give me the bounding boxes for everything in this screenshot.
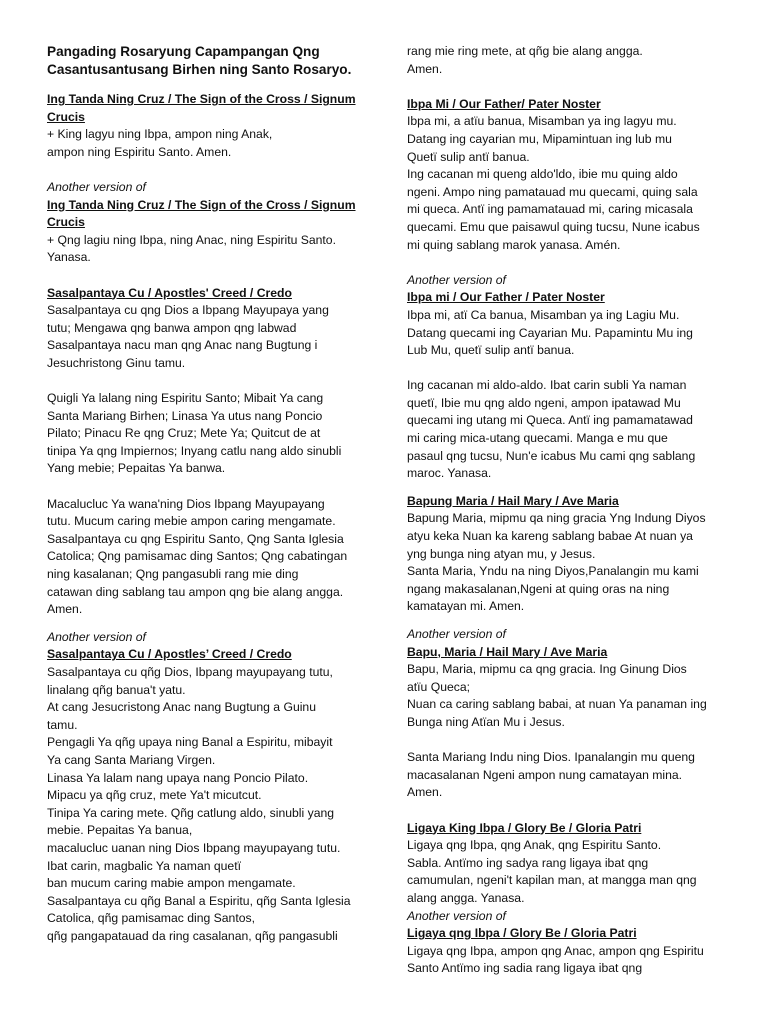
text-line: Yang mebie; Pepaitas Ya banwa. — [47, 461, 226, 476]
text-line: camumulan, ngeni't kapilan man, at mangga man qng — [407, 873, 697, 888]
right-column-body — [407, 43, 737, 978]
paragraph-gap — [407, 78, 737, 96]
paragraph-gap — [47, 161, 365, 179]
text-line: Sasalpantaya nacu man qng Anac nang Bugtung i — [47, 338, 318, 353]
paragraph-gap — [407, 802, 737, 820]
paragraph-gap — [47, 267, 365, 285]
text-line: Ligaya qng Ibpa, ampon qng Anac, ampon qng Espiritu — [407, 943, 704, 958]
text-line: Datang quecami ing Cayarian Mu. Papamintu Mu ing — [407, 325, 693, 340]
title-line: Casantusantusang Birhen ning Santo Rosaryo. — [47, 62, 352, 77]
text-line: Ibat carin, magbalic Ya naman quetï — [47, 858, 241, 873]
paragraph-gap — [407, 483, 737, 493]
text-line: mi quing sablang marok yanasa. Amén. — [407, 237, 621, 252]
text-line: Ing cacanan mi aldo-aldo. Ibat carin subli Ya naman — [407, 378, 687, 393]
text-line: Ligaya qng Ibpa, qng Anak, qng Espiritu Santo. — [407, 838, 662, 853]
section-heading: Ibpa Mi / Our Father/ Pater Noster — [407, 96, 601, 111]
text-line: Ya cang Santa Mariang Virgen. — [47, 752, 216, 767]
text-line: Yanasa. — [47, 250, 91, 265]
version-note: Another version of — [47, 179, 146, 194]
text-line: Sasalpantaya cu qñg Banal a Espiritu, qñg Santa Iglesia — [47, 893, 351, 908]
paragraph-gap — [47, 478, 365, 496]
text-line: quecami. Emu que paisawul quing tucsu, Nune icabus — [407, 219, 700, 234]
text-line: tutu. Mucum caring mebie ampon caring mengamate. — [47, 514, 336, 529]
text-line: Santa Mariang Indu ning Dios. Ipanalangin mu queng — [407, 750, 695, 765]
text-line: Quetï sulip antï banua. — [407, 149, 530, 164]
text-line: macasalanan Ngeni ampon nung camatayan mina. — [407, 767, 683, 782]
text-line: maroc. Yanasa. — [407, 466, 492, 481]
text-line: Ing cacanan mi queng aldo'ldo, ibie mu quing aldo — [407, 167, 678, 182]
text-line: ngang makasalanan,Ngeni at quing oras na ning — [407, 581, 670, 596]
text-line: yng bunga ning atyan mu, y Jesus. — [407, 546, 596, 561]
text-line: + Qng lagiu ning Ibpa, ning Anac, ning Espiritu Santo. — [47, 232, 336, 247]
text-line: linalang qñg banua't yatu. — [47, 682, 186, 697]
text-line: Santa Maria, Yndu na ning Diyos,Panalangin mu kami — [407, 564, 699, 579]
section-heading: Sasalpantaya Cu / Apostles' Creed / Credo — [47, 285, 292, 300]
text-line: Santo Antïmo ing sadia rang ligaya ibat qng — [407, 961, 643, 976]
text-line: Quigli Ya lalang ning Espiritu Santo; Mibait Ya cang — [47, 391, 324, 406]
text-line: Bapu, Maria, mipmu ca qng gracia. Ing Ginung Dios — [407, 662, 687, 677]
text-line: Nuan ca caring sablang babai, at nuan Ya panaman ing — [407, 697, 707, 712]
text-line: quecami ing utang mi Queca. Antï ing pamamatawad — [407, 413, 693, 428]
text-line: atyu keka Nuan ka kareng sablang babae At nuan ya — [407, 529, 693, 544]
section-heading: Bapu, Maria / Hail Mary / Ave Maria — [407, 644, 608, 659]
text-line: Pengagli Ya qñg upaya ning Banal a Espiritu, mibayit — [47, 735, 333, 750]
text-line: ban mucum caring mabie ampon mengamate. — [47, 876, 296, 891]
text-line: rang mie ring mete, at qñg bie alang angga. — [407, 44, 643, 58]
text-line: Bapung Maria, mipmu qa ning gracia Yng Indung Diyos — [407, 511, 706, 526]
text-line: ngeni. Ampo ning pamatauad mu quecami, quing sala — [407, 184, 698, 199]
left-column — [47, 43, 365, 946]
text-line: Santa Mariang Birhen; Linasa Ya utus nang Poncio — [47, 408, 323, 423]
text-line: atïu Queca; — [407, 679, 471, 694]
text-line: alang angga. Yanasa. — [407, 890, 525, 905]
text-line: Ibpa mi, atï Ca banua, Misamban ya ing Lagiu Mu. — [407, 307, 680, 322]
text-line: + King lagyu ning Ibpa, ampon ning Anak, — [47, 127, 273, 142]
section-heading: Ligaya King Ibpa / Glory Be / Gloria Patri — [407, 820, 642, 835]
text-line: Amen. — [47, 602, 83, 617]
section-heading: Ibpa mi / Our Father / Pater Noster — [407, 290, 605, 305]
version-note: Another version of — [407, 272, 506, 287]
section-heading: Ing Tanda Ning Cruz / The Sign of the Cross / Signum — [47, 197, 356, 212]
title-line: Pangading Rosaryung Capampangan Qng — [47, 44, 320, 59]
text-line: ning kasalanan; Qng pangasubli rang mie ding — [47, 567, 299, 582]
text-line: kamatayan mi. Amen. — [407, 599, 525, 614]
text-line: tutu; Mengawa qng banwa ampon qng labwad — [47, 320, 297, 335]
section-heading: Crucis — [47, 215, 85, 230]
text-line: Amen. — [407, 61, 443, 76]
paragraph-gap — [407, 254, 737, 272]
version-note: Another version of — [47, 629, 146, 644]
text-line: Datang ing cayarian mu, Mipamintuan ing lub mu — [407, 131, 672, 146]
text-line: Tinipa Ya caring mete. Qñg catlung aldo, sinubli yang — [47, 805, 335, 820]
section-heading: Crucis — [47, 109, 85, 124]
version-note: Another version of — [407, 908, 506, 923]
version-note: Another version of — [407, 627, 506, 641]
text-line: macalucluc uanan ning Dios Ibpang mayupayang tutu. — [47, 840, 341, 855]
text-line: mebie. Pepaitas Ya banua, — [47, 823, 193, 838]
text-line: mi caring mica-utang quecami. Manga e mu que — [407, 431, 668, 446]
text-line: Sabla. Antïmo ing sadya rang ligaya ibat qng — [407, 855, 649, 870]
text-line: Lub Mu, quetï sulip antï banua. — [407, 343, 575, 358]
text-line: Sasalpantaya cu qng Espiritu Santo, Qng Santa Iglesia — [47, 531, 344, 546]
text-line: Mipacu ya qñg cruz, mete Ya't micutcut. — [47, 788, 262, 803]
section-heading: Bapung Maria / Hail Mary / Ave Maria — [407, 493, 619, 508]
paragraph-gap — [407, 360, 737, 378]
paragraph-gap — [47, 373, 365, 391]
paragraph-gap — [407, 732, 737, 750]
text-line: tinipa Ya qng Impiernos; Inyang catlu nang aldo sinubli — [47, 443, 342, 458]
text-line: catawan ding sablang tau ampon qng bie alang angga. — [47, 584, 344, 599]
text-line: quetï, Ibie mu qng aldo ngeni, ampon ipatawad Mu — [407, 395, 681, 410]
text-line: Sasalpantaya cu qng Dios a Ibpang Mayupaya yang — [47, 303, 329, 318]
text-line: Sasalpantaya cu qñg Dios, Ibpang mayupayang tutu, — [47, 665, 333, 679]
text-line: Macalucluc Ya wana'ning Dios Ibpang Mayupayang — [47, 496, 325, 511]
text-line: Ibpa mi, a atïu banua, Misamban ya ing lagyu mu. — [407, 114, 677, 129]
text-line: qñg pangapatauad da ring casalanan, qñg pangasubli — [47, 928, 338, 943]
text-line: pasaul qng tucsu, Nun'e icabus Mu cami qng sablang — [407, 448, 696, 463]
text-line: Catolica; Qng pamisamac ding Santos; Qng cabatingan — [47, 549, 348, 564]
paragraph-gap — [407, 616, 737, 626]
text-line: At cang Jesucristong Anac nang Bugtung a Guinu — [47, 700, 316, 715]
text-line: Pilato; Pinacu Re qng Cruz; Mete Ya; Quitcut de at — [47, 426, 321, 441]
text-line: Amen. — [407, 785, 443, 800]
section-heading: Ing Tanda Ning Cruz / The Sign of the Cross / Signum — [47, 92, 356, 106]
text-line: mi queca. Antï ing pamamatauad mi, caring micasala — [407, 202, 693, 217]
section-heading: Sasalpantaya Cu / Apostles’ Creed / Credo — [47, 647, 292, 662]
left-column-body — [47, 91, 365, 946]
document-title — [47, 43, 365, 79]
text-line: tamu. — [47, 717, 78, 732]
text-line: ampon ning Espiritu Santo. Amen. — [47, 144, 232, 159]
right-column — [407, 43, 737, 978]
paragraph-gap — [47, 619, 365, 629]
text-line: Linasa Ya lalam nang upaya nang Poncio Pilato. — [47, 770, 309, 785]
section-heading: Ligaya qng Ibpa / Glory Be / Gloria Patri — [407, 926, 637, 941]
text-line: Bunga ning Atïan Mu i Jesus. — [407, 714, 565, 729]
text-line: Catolica, qñg pamisamac ding Santos, — [47, 911, 255, 926]
text-line: Jesuchristong Ginu tamu. — [47, 355, 186, 370]
